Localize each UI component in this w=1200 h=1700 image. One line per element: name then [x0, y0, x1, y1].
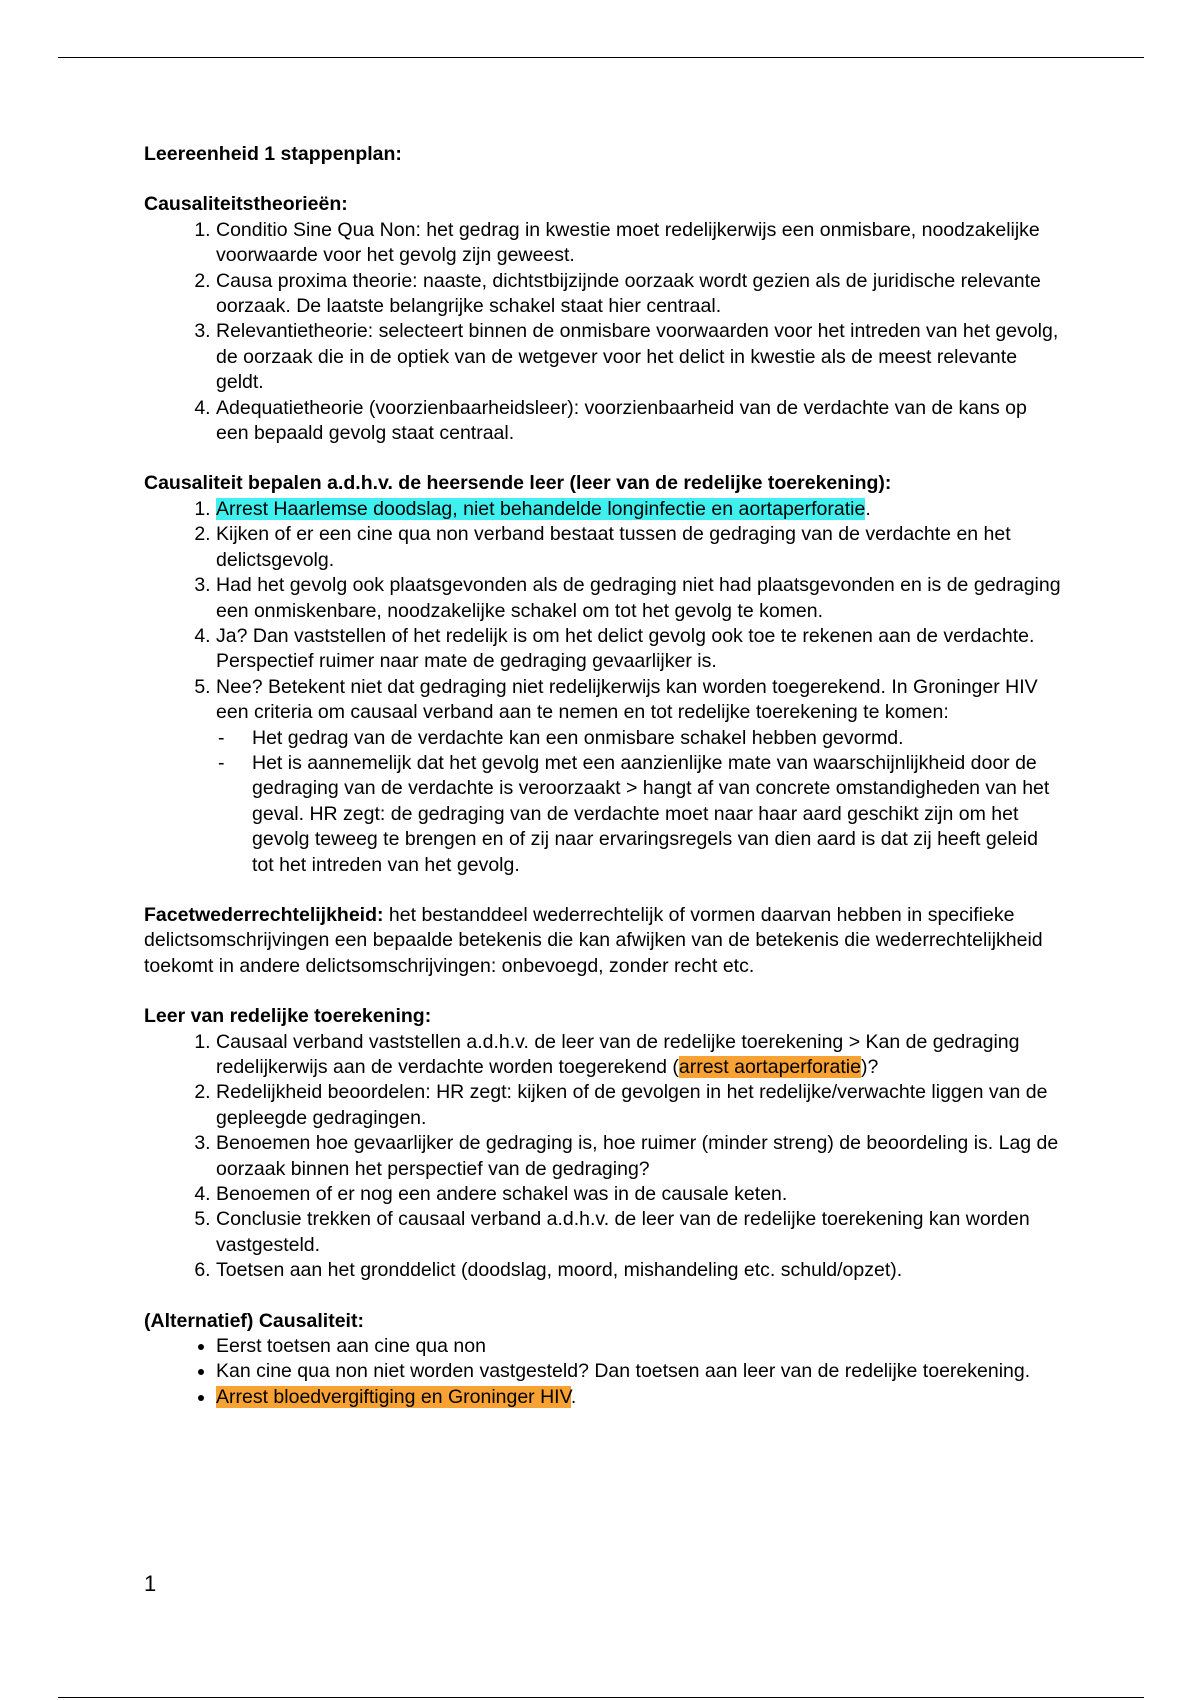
page-number: 1: [144, 1571, 157, 1596]
list-item: 3. Had het gevolg ook plaatsgevonden als de gedraging niet had plaatsgevonden en is de gedraging een onmiskenbare, noodzakelijke schakel om tot het gevolg te komen.: [216, 573, 1064, 624]
section-heading-leer-redelijke-toerekening: Leer van redelijke toerekening:: [144, 1005, 432, 1028]
list-item: 4. Benoemen of er nog een andere schakel was in de causale keten.: [216, 1182, 1064, 1207]
footer-rule: [58, 1697, 1144, 1698]
leer-redelijke-toerekening-list: [144, 1030, 1064, 1284]
list-item: 6. Toetsen aan het gronddelict (doodslag, moord, mishandeling etc. schuld/opzet).: [216, 1258, 1064, 1283]
document-body: [144, 142, 1064, 1410]
header-rule: [58, 57, 1144, 58]
facet-term: Facetwederrechtelijkheid:: [144, 903, 384, 926]
list-item: • Eerst toetsen aan cine qua non: [216, 1334, 1064, 1359]
section-heading-causaliteitstheorieen: Causaliteitstheorieën:: [144, 193, 348, 216]
list-item: 4. Ja? Dan vaststellen of het redelijk is om het delict gevolg ook toe te rekenen aan de verdachte. Perspectief ruimer naar mate de gedraging gevaarlijker is.: [216, 624, 1064, 675]
list-item: 2. Causa proxima theorie: naaste, dichtstbijzijnde oorzaak wordt gezien als de juridische relevante oorzaak. De laatste belangrijke schakel staat hier centraal.: [216, 269, 1064, 320]
highlighted-text: arrest aortaperforatie: [678, 1056, 861, 1078]
list-item: 4. Adequatietheorie (voorzienbaarheidsleer): voorzienbaarheid van de verdachte van de kans op een bepaald gevolg staat centraal.: [216, 396, 1064, 447]
list-item: [216, 497, 1064, 522]
punctuation: .: [865, 497, 871, 520]
sub-list: [216, 726, 1064, 878]
list-item: 3. Relevantietheorie: selecteert binnen de onmisbare voorwaarden voor het intreden van het gevolg, de oorzaak die in de optiek van de wetgever voor het delict in kwestie als de meest relevante geldt.: [216, 319, 1064, 395]
list-item: 2. Redelijkheid beoordelen: HR zegt: kijken of de gevolgen in het redelijke/verwachte liggen van de gepleegde gedragingen.: [216, 1080, 1064, 1131]
list-item-text: Nee? Betekent niet dat gedraging niet redelijkerwijs kan worden toegerekend. In Groninger HIV een criteria om causaal verband aan te nemen en tot redelijke toerekening te komen:: [216, 675, 1038, 724]
heersende-leer-list: [144, 497, 1064, 878]
list-item-text: Causaal verband vaststellen a.d.h.v. de leer van de redelijke toerekening > Kan de gedraging redelijkerwijs aan de verdachte worden toegerekend (: [216, 1030, 1020, 1078]
page-title: Leereenheid 1 stappenplan:: [144, 143, 402, 165]
punctuation: )?: [860, 1056, 879, 1078]
causaliteitstheorieen-list: [144, 218, 1064, 447]
list-item: [216, 1385, 1064, 1410]
highlighted-text: Arrest Haarlemse doodslag, niet behandelde longinfectie en aortaperforatie: [216, 497, 866, 520]
alternatief-list: [144, 1334, 1064, 1410]
facet-paragraph: [144, 903, 1064, 979]
list-item: 1. Conditio Sine Qua Non: het gedrag in kwestie moet redelijkerwijs een onmisbare, noodzakelijke voorwaarde voor het gevolg zijn geweest.: [216, 218, 1064, 269]
sub-list-item: - Het is aannemelijk dat het gevolg met een aanzienlijke mate van waarschijnlijkheid door de gedraging van de verdachte is veroorzaakt > hangt af van concrete omstandigheden van het geval. HR zegt: de gedraging van de verdachte moet naar haar aard geschikt zijn om het gevolg teweeg te brengen en of zij naar ervaringsregels van dien aard is dat zij heeft geleid tot het intreden van het gevolg.: [252, 751, 1064, 878]
list-item: 3. Benoemen hoe gevaarlijker de gedraging is, hoe ruimer (minder streng) de beoordeling is. Lag de oorzaak binnen het perspectief van de gedraging?: [216, 1131, 1064, 1182]
punctuation: .: [570, 1385, 577, 1408]
list-item: [216, 1030, 1064, 1081]
sub-list-item: - Het gedrag van de verdachte kan een onmisbare schakel hebben gevormd.: [252, 726, 1064, 751]
list-item: [216, 675, 1064, 878]
list-item: 5. Conclusie trekken of causaal verband a.d.h.v. de leer van de redelijke toerekening kan worden vastgesteld.: [216, 1207, 1064, 1258]
list-item: 2. Kijken of er een cine qua non verband bestaat tussen de gedraging van de verdachte en het delictsgevolg.: [216, 522, 1064, 573]
list-item: • Kan cine qua non niet worden vastgesteld? Dan toetsen aan leer van de redelijke toerekening.: [216, 1359, 1064, 1384]
section-heading-alternatief: (Alternatief) Causaliteit:: [144, 1309, 364, 1332]
highlighted-text: Arrest bloedvergiftiging en Groninger HIV: [216, 1385, 571, 1408]
facet-definition: het bestanddeel wederrechtelijk of vormen daarvan hebben in specifieke delictsomschrijvingen een bepaalde betekenis die kan afwijken van de betekenis die wederrechtelijkheid toekomt in andere delictsomschrijvingen: onbevoegd, zonder recht etc.: [144, 903, 1043, 977]
section-heading-heersende-leer: Causaliteit bepalen a.d.h.v. de heersende leer (leer van de redelijke toerekening):: [144, 472, 892, 495]
